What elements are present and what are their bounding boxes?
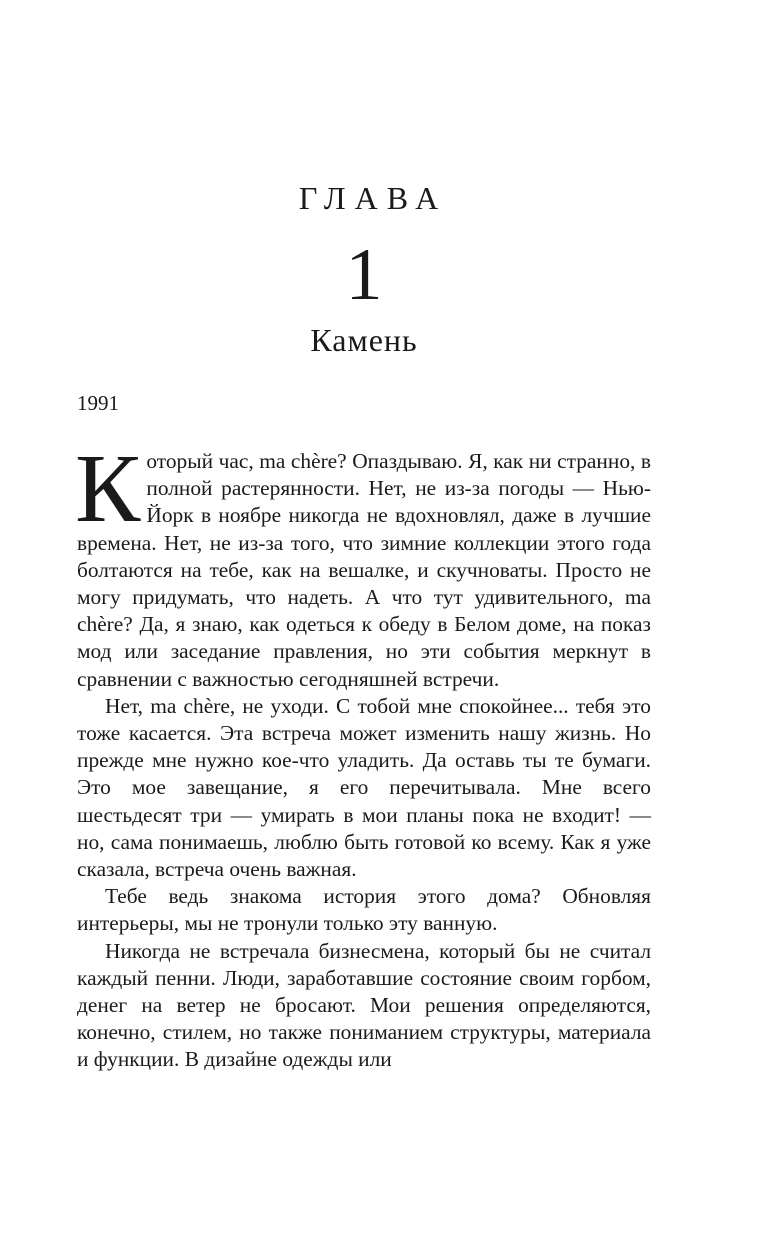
chapter-title: Камень <box>310 322 418 358</box>
chapter-label: ГЛАВА <box>298 180 448 216</box>
paragraph <box>75 435 651 693</box>
paragraph: Никогда не встречала бизнесмена, который бы не считал каждый пенни. Люди, заработавшие состояние своим горбом, денег на ветер не бросают. Мои решения определяются, конечно, стилем, но также пониманием структуры, материала и функции. В дизайне одежды или <box>77 938 651 1072</box>
year-heading: 1991 <box>77 391 119 415</box>
paragraph-text: оторый час, ma chère? Опаздываю. Я, как ни странно, в полной растерянности. Нет, не из-за погоды — Нью-Йорк в ноябре никогда не вдохновлял, даже в лучшие времена. Нет, не из-за того, что зимние коллекции этого года болтаются на тебе, как на вешалке, и скучноваты. Просто не могу придумать, что надеть. А что тут удивительного, ma chère? Да, я знаю, как одеться к обеду в Белом доме, на показ мод или заседание правления, но эти события меркнут в сравнении с важностью сегодняшней встречи. <box>77 449 651 691</box>
paragraph: Тебе ведь знакома история этого дома? Обновляя интерьеры, мы не тронули только эту ванную. <box>77 884 651 936</box>
paragraph: Нет, ma chère, не уходи. С тобой мне спокойнее... тебя это тоже касается. Эта встреча может изменить нашу жизнь. Но прежде мне нужно кое-что уладить. Да оставь ты те бумаги. Это мое завещание, я его перечитывала. Мне всего шестьдесят три — умирать в мои планы пока не входит! — но, сама понимаешь, люблю быть готовой ко всему. Как я уже сказала, встреча очень важная. <box>77 693 651 882</box>
chapter-number: 1 <box>345 234 383 316</box>
drop-cap: К <box>75 435 141 543</box>
body-text <box>75 435 651 1074</box>
